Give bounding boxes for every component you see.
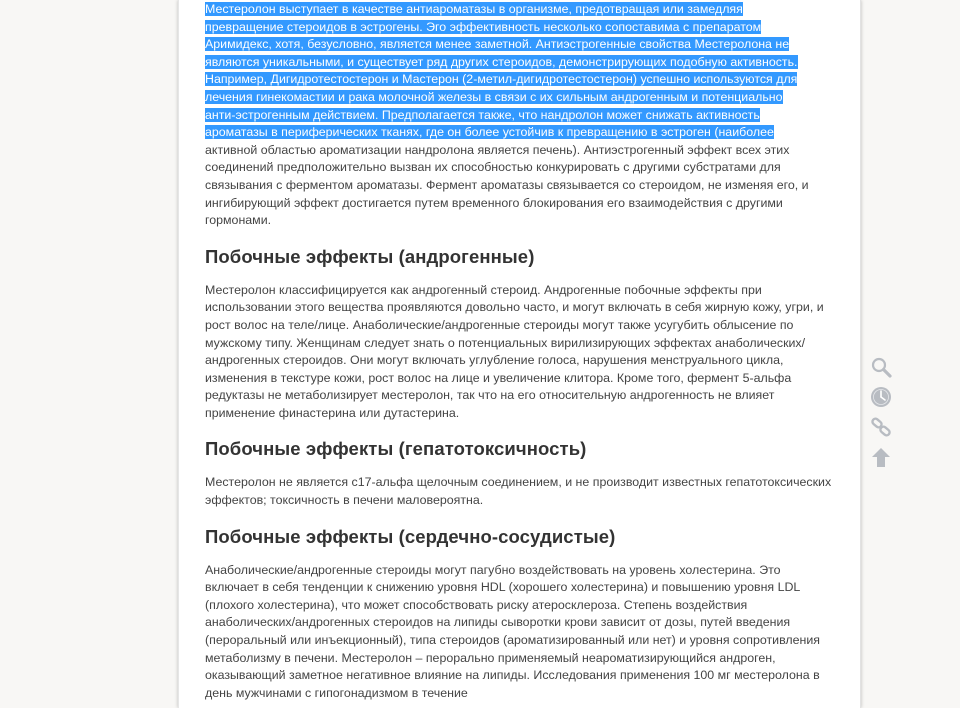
paragraph-continuation: активной областью ароматизации нандролона является печень). Антиэстрогенный эффект всех этих соединений предположительно вызван их способностью конкурировать с другими субстратами для связывания с ферментом ароматазы. Фермент ароматазы связывается со стероидом, не изменяя его, и ингибирующий эффект достигается путем временного блокирования его взаимодействия с другими гормонами.: [205, 142, 809, 228]
section-text-androgenic: Местеролон классифицируется как андрогенный стероид. Андрогенные побочные эффекты при использовании этого вещества проявляются довольно часто, и могут включать в себя жирную кожу, угри, и рост волос на теле/лице. Анаболические/андрогенные стероиды могут также усугубить облысение по мужскому типу. Женщинам следует знать о потенциальных вирилизирующих эффектах анаболических/андрогенных стероидов. Они могут включать углубление голоса, нарушения менструального цикла, изменения в текстуре кожи, рост волос на лице и увеличение клитора. Кроме того, фермент 5-альфа редуктазы не метаболизирует местеролон, так что на его относительную андрогенность не влияет применение финастерина или дутастерина.: [205, 282, 824, 420]
clock-icon: [870, 386, 892, 408]
section-heading-cardiovascular: Побочные эффекты (сердечно-сосудистые): [205, 525, 616, 547]
section-heading-hepatotoxicity: Побочные эффекты (гепатотоксичность): [205, 438, 587, 460]
history-button[interactable]: [869, 385, 893, 409]
selected-text-line[interactable]: ароматазы в периферических тканях, где он более устойчив к превращению в эстроген (наиболее: [205, 125, 774, 140]
link-icon: [870, 416, 892, 438]
article-content: [205, 1, 835, 708]
selected-text-line[interactable]: Аримидекс, хотя, безусловно, является менее заметной. Антиэстрогенные свойства Местеролона не: [205, 37, 790, 52]
selected-text-line[interactable]: Местеролон выступает в качестве антиароматазы в организме, предотвращая или замедляя: [205, 2, 743, 16]
link-button[interactable]: [869, 415, 893, 439]
side-toolbar: [868, 355, 894, 469]
selected-text-line[interactable]: являются уникальными, и существует ряд других стероидов, демонстрирующих подобную активность.: [205, 54, 798, 69]
selected-text-line[interactable]: лечения гинекомастии и рака молочной железы в связи с их сильным андрогенным и потенциально: [205, 89, 783, 104]
section-text-hepatotoxicity: Местеролон не является с17-альфа щелочным соединением, и не производит известных гепатотоксических эффектов; токсичность в печени маловероятна.: [205, 475, 832, 508]
section-heading-androgenic: Побочные эффекты (андрогенные): [205, 245, 535, 267]
selected-text-line[interactable]: Например, Дигидротестостерон и Мастерон (2-метил-дигидротестостерон) успешно используются для: [205, 72, 798, 87]
article-page: [178, 0, 861, 708]
search-button[interactable]: [869, 355, 893, 379]
antiestrogen-paragraph[interactable]: [205, 1, 835, 230]
section-text-cardiovascular: Анаболические/андрогенные стероиды могут пагубно воздействовать на уровень холестерина. Это включает в себя тенденции к снижению уровня HDL (хорошего холестерина) и повышению уровня LDL (плохого холестерина), что может способствовать риску атеросклероза. Степень воздействия анаболических/андрогенных стероидов на липиды сыворотки крови зависит от дозы, путей введения (пероральный или инъекционный), типа стероидов (ароматизированный или нет) и уровня сопротивления метаболизму в печени. Местеролон – перорально применяемый неароматизирующийся андроген, оказывающий заметное негативное влияние на липиды. Исследования применения 100 мг местеролона в день мужчинами с гипогонадизмом в течение: [205, 562, 820, 700]
arrow-up-icon: [870, 446, 892, 468]
selected-text-line[interactable]: анти-эстрогенным действием. Предполагается также, что нандролон может снижать активность: [205, 107, 760, 122]
search-icon: [870, 356, 892, 378]
selected-text-line[interactable]: превращение стероидов в эстрогены. Эго эффективность несколько сопоставима с препаратом: [205, 19, 762, 34]
scroll-top-button[interactable]: [869, 445, 893, 469]
